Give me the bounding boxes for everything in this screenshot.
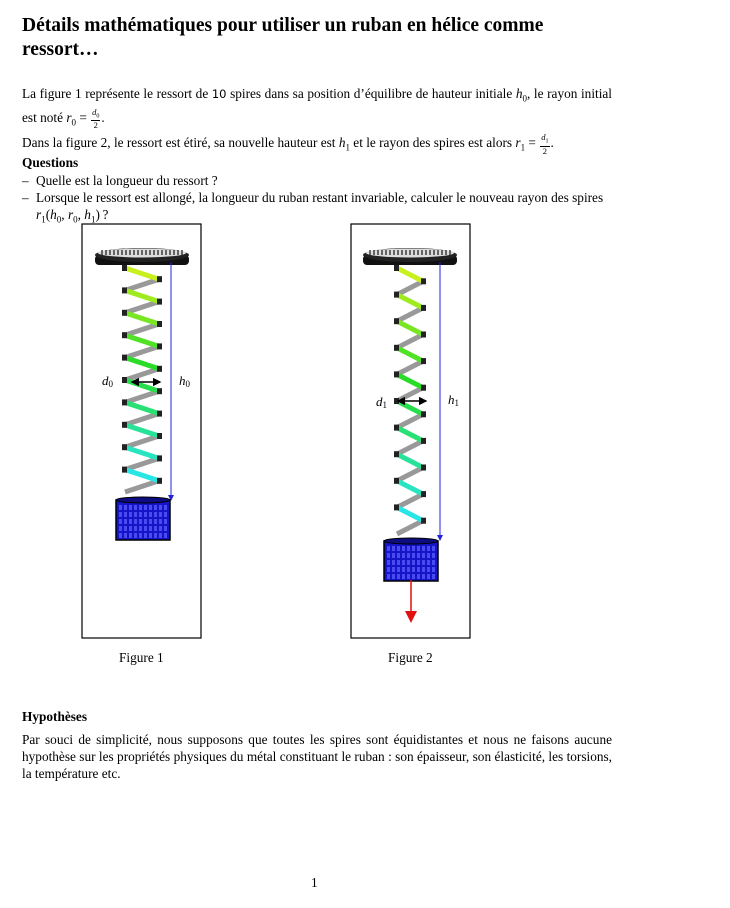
figure-1	[80, 222, 205, 642]
spring-coil	[394, 265, 426, 534]
question-item: – Quelle est la longueur du ressort ?	[22, 173, 218, 188]
diameter-label: d0	[102, 373, 113, 389]
support-disc	[95, 248, 189, 265]
question-item: – Lorsque le ressort est allongé, la longueur du ruban restant invariable, calculer le nouveau rayon des spires $r_1(h_0$, $r_0$, $h_1$) ?	[22, 190, 604, 225]
questions-list	[22, 172, 612, 229]
figure-2-caption: Figure 2	[388, 650, 433, 665]
diameter-label: d1	[376, 394, 387, 410]
intro-paragraph-1: La figure 1 représente le ressort de 10 spires dans sa position d’équilibre de hauteur initiale $h_0$, le rayon initial est noté $r_0$ = $\frac{d_0}{2}$ .	[22, 86, 613, 131]
spring-coil	[122, 265, 162, 492]
weight-block	[116, 497, 170, 540]
figure-1-caption: Figure 1	[119, 650, 164, 665]
figure-2	[349, 222, 474, 642]
page-number: 1	[311, 875, 318, 890]
height-label: h1	[448, 392, 459, 408]
weight-block	[384, 538, 438, 581]
height-label: h0	[179, 373, 190, 389]
hypotheses-heading: Hypothèses	[22, 709, 88, 724]
spire-count: 10	[211, 87, 227, 101]
page-title: Détails mathématiques pour utiliser un ruban en hélice comme ressort…	[22, 15, 544, 60]
hypotheses-text: Par souci de simplicité, nous supposons que toutes les spires sont équidistantes et nous ne faisons aucune hypothèse sur les propriétés physiques du métal constituant le ruban : son épaisseur, son élasticité, les torsions, la température etc.	[22, 732, 612, 781]
questions-heading: Questions	[22, 155, 79, 170]
support-disc	[363, 248, 457, 265]
intro-paragraph-2: Dans la figure 2, le ressort est étiré, sa nouvelle hauteur est $h_1$ et le rayon des spires est alors $r_1$ = $\frac{d_1}{2}$ .	[22, 132, 554, 156]
